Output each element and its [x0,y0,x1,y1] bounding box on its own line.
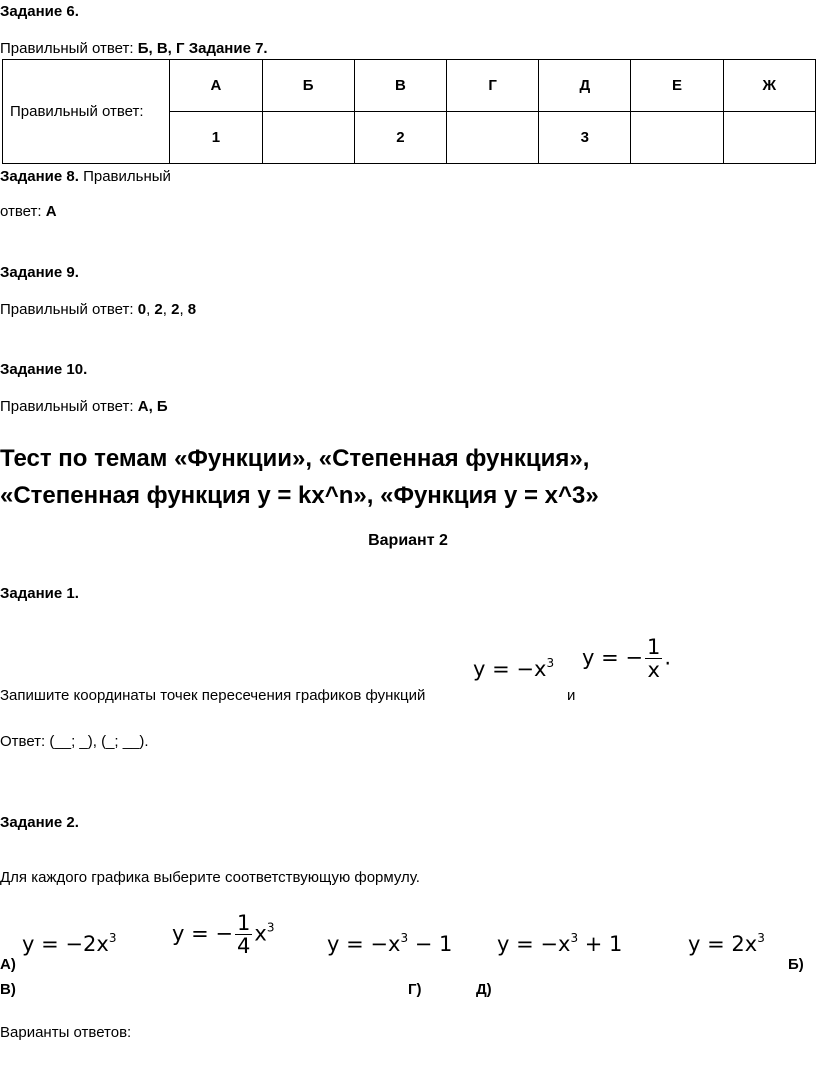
task9-answer: Правильный ответ: 0, 2, 2, 8 [0,301,197,318]
table-answer-cell [262,112,354,164]
task7-answer-table [2,59,816,164]
table-answer-cell [447,112,539,164]
table-answer-cell [631,112,723,164]
q2-heading: Задание 2. [0,814,79,831]
task6-heading: Задание 6. [0,3,79,20]
task6-answer-line: Правильный ответ: Б, В, Г Задание 7. [0,40,268,57]
q2-label-d: Д) [476,981,492,998]
task7-heading: Задание 7. [184,40,268,57]
q2-label-v: В) [0,981,16,998]
test-title-line1: Тест по темам «Функции», «Степенная функция», [0,445,590,472]
table-answer-cell [723,112,815,164]
q1-answer-template: Ответ: (__; _), (_; __). [0,733,149,750]
task8-answer: ответ: А [0,203,57,220]
table-answer-cell: 3 [539,112,631,164]
q1-conjunction: и [567,687,576,704]
task8-heading: Задание 8. Правильный [0,168,171,185]
table-header-cell: Ж [723,60,815,112]
test-title [0,440,599,514]
q2-formula-v: $y = -x^3 - 1$ [327,931,453,956]
q2-formula-a: $y = -2x^3$ [22,931,117,956]
table-label: Правильный ответ: [3,60,170,164]
q1-heading: Задание 1. [0,585,79,602]
q2-label-g: Г) [408,981,422,998]
q2-label-a: А) [0,956,16,973]
q2-label-b: Б) [788,956,804,973]
table-header-cell: Д [539,60,631,112]
table-header-cell: Б [262,60,354,112]
q2-formula-b: y = − $\frac{1}{4}$ $x^3$ [172,911,275,959]
q2-text: Для каждого графика выберите соответствующую формулу. [0,869,420,886]
table-answer-cell: 2 [354,112,446,164]
q1-formula-hyperbola: y = − $\frac{1}{x}$ . [582,635,672,683]
test-title-line2: «Степенная функция y = kx^n», «Функция y = x^3» [0,482,599,509]
q2-options-label: Варианты ответов: [0,1024,132,1041]
q1-text: Запишите координаты точек пересечения графиков функций [0,687,426,704]
q2-formula-g: $y = -x^3 + 1$ [497,931,623,956]
q1-formula-cubic: $y = -x^3$ [473,656,555,681]
task10-heading: Задание 10. [0,361,88,378]
table-header-cell: Е [631,60,723,112]
variant-heading: Вариант 2 [368,532,448,549]
task10-answer: Правильный ответ: А, Б [0,398,168,415]
task9-heading: Задание 9. [0,264,79,281]
table-answer-cell: 1 [170,112,262,164]
table-header-cell: В [354,60,446,112]
q2-formula-d: $y = 2x^3$ [688,931,765,956]
table-header-cell: А [170,60,262,112]
table-header-cell: Г [447,60,539,112]
